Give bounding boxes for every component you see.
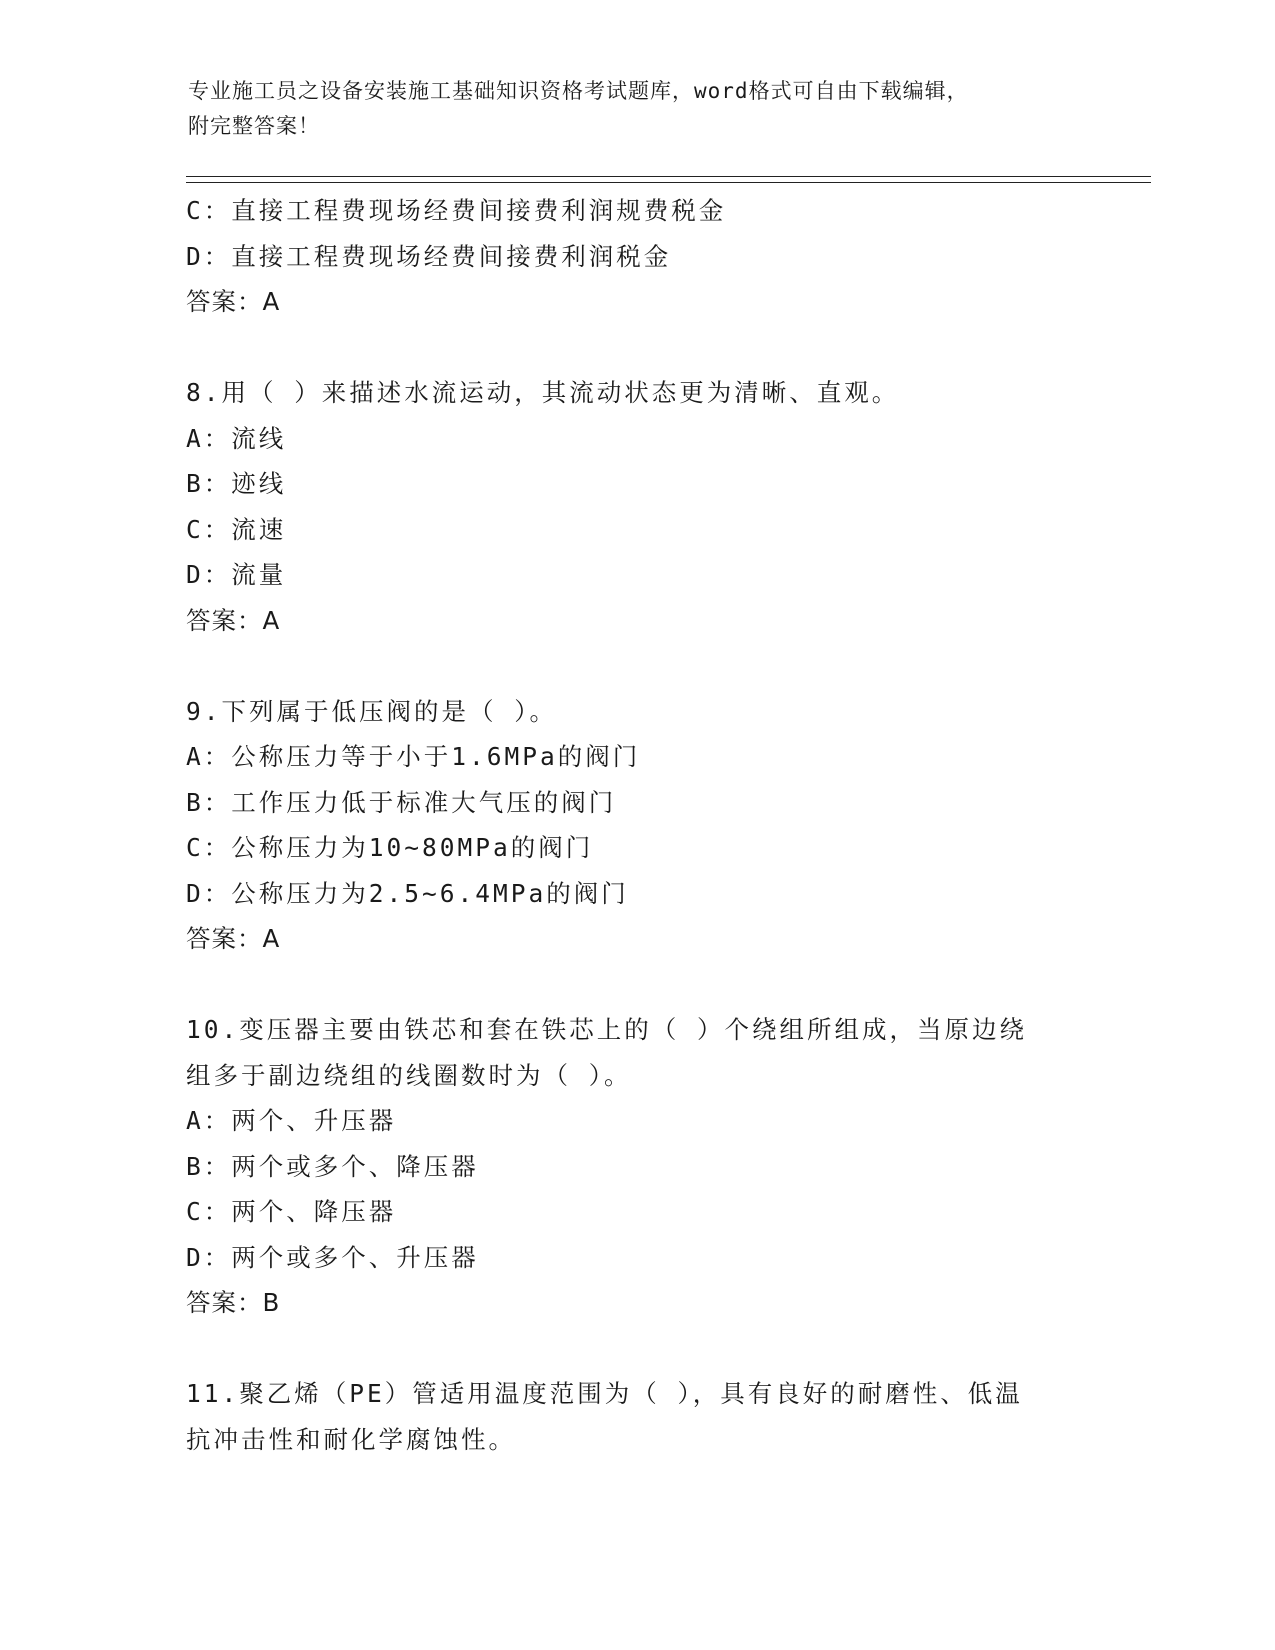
header-divider-top xyxy=(186,176,1151,177)
option-a: A：流线 xyxy=(186,423,287,453)
question-10 xyxy=(186,1007,1086,1326)
question-list xyxy=(186,188,1086,1462)
spacer xyxy=(186,1326,1086,1372)
header-line-1: 专业施工员之设备安装施工基础知识资格考试题库，word格式可自由下载编辑， xyxy=(188,79,969,103)
option-d: D：公称压力为2.5~6.4MPa的阀门 xyxy=(186,878,629,908)
answer-line: 答案：B xyxy=(186,1288,281,1317)
option-c: C：两个、降压器 xyxy=(186,1197,397,1226)
question-9 xyxy=(186,689,1086,962)
option-b: B：工作压力低于标准大气压的阀门 xyxy=(186,787,617,817)
option-d: D：直接工程费现场经费间接费利润税金 xyxy=(186,241,672,271)
option-c: C：流速 xyxy=(186,514,287,544)
question-7-continuation xyxy=(186,188,1086,325)
option-d: D：两个或多个、升压器 xyxy=(186,1242,479,1272)
option-d: D：流量 xyxy=(186,560,287,589)
answer-line: 答案：A xyxy=(186,924,281,953)
question-11 xyxy=(186,1371,1086,1462)
question-stem-line-2: 抗冲击性和耐化学腐蚀性。 xyxy=(186,1424,516,1454)
question-stem-line-1: 11.聚乙烯（PE）管适用温度范围为（ ），具有良好的耐磨性、低温 xyxy=(186,1379,1023,1408)
question-stem: 8.用（ ）来描述水流运动，其流动状态更为清晰、直观。 xyxy=(186,378,900,407)
option-b: B：迹线 xyxy=(186,469,287,498)
question-stem-line-2: 组多于副边绕组的线圈数时为（ ）。 xyxy=(186,1060,632,1090)
question-8 xyxy=(186,370,1086,643)
spacer xyxy=(186,643,1086,689)
spacer xyxy=(186,962,1086,1008)
option-a: A：两个、升压器 xyxy=(186,1106,397,1135)
answer-line: 答案：A xyxy=(186,605,281,635)
question-stem-line-1: 10.变压器主要由铁芯和套在铁芯上的（ ）个绕组所组成，当原边绕 xyxy=(186,1015,1027,1044)
spacer xyxy=(186,325,1086,371)
document-header xyxy=(188,74,1068,144)
header-divider-bottom xyxy=(186,182,1151,183)
option-b: B：两个或多个、降压器 xyxy=(186,1151,479,1181)
answer-line: 答案：A xyxy=(186,287,281,316)
option-c: C：直接工程费现场经费间接费利润规费税金 xyxy=(186,196,727,225)
option-c: C：公称压力为10~80MPa的阀门 xyxy=(186,833,594,862)
question-stem: 9.下列属于低压阀的是（ ）。 xyxy=(186,696,557,726)
header-line-2: 附完整答案！ xyxy=(188,114,320,138)
option-a: A：公称压力等于小于1.6MPa的阀门 xyxy=(186,742,641,771)
